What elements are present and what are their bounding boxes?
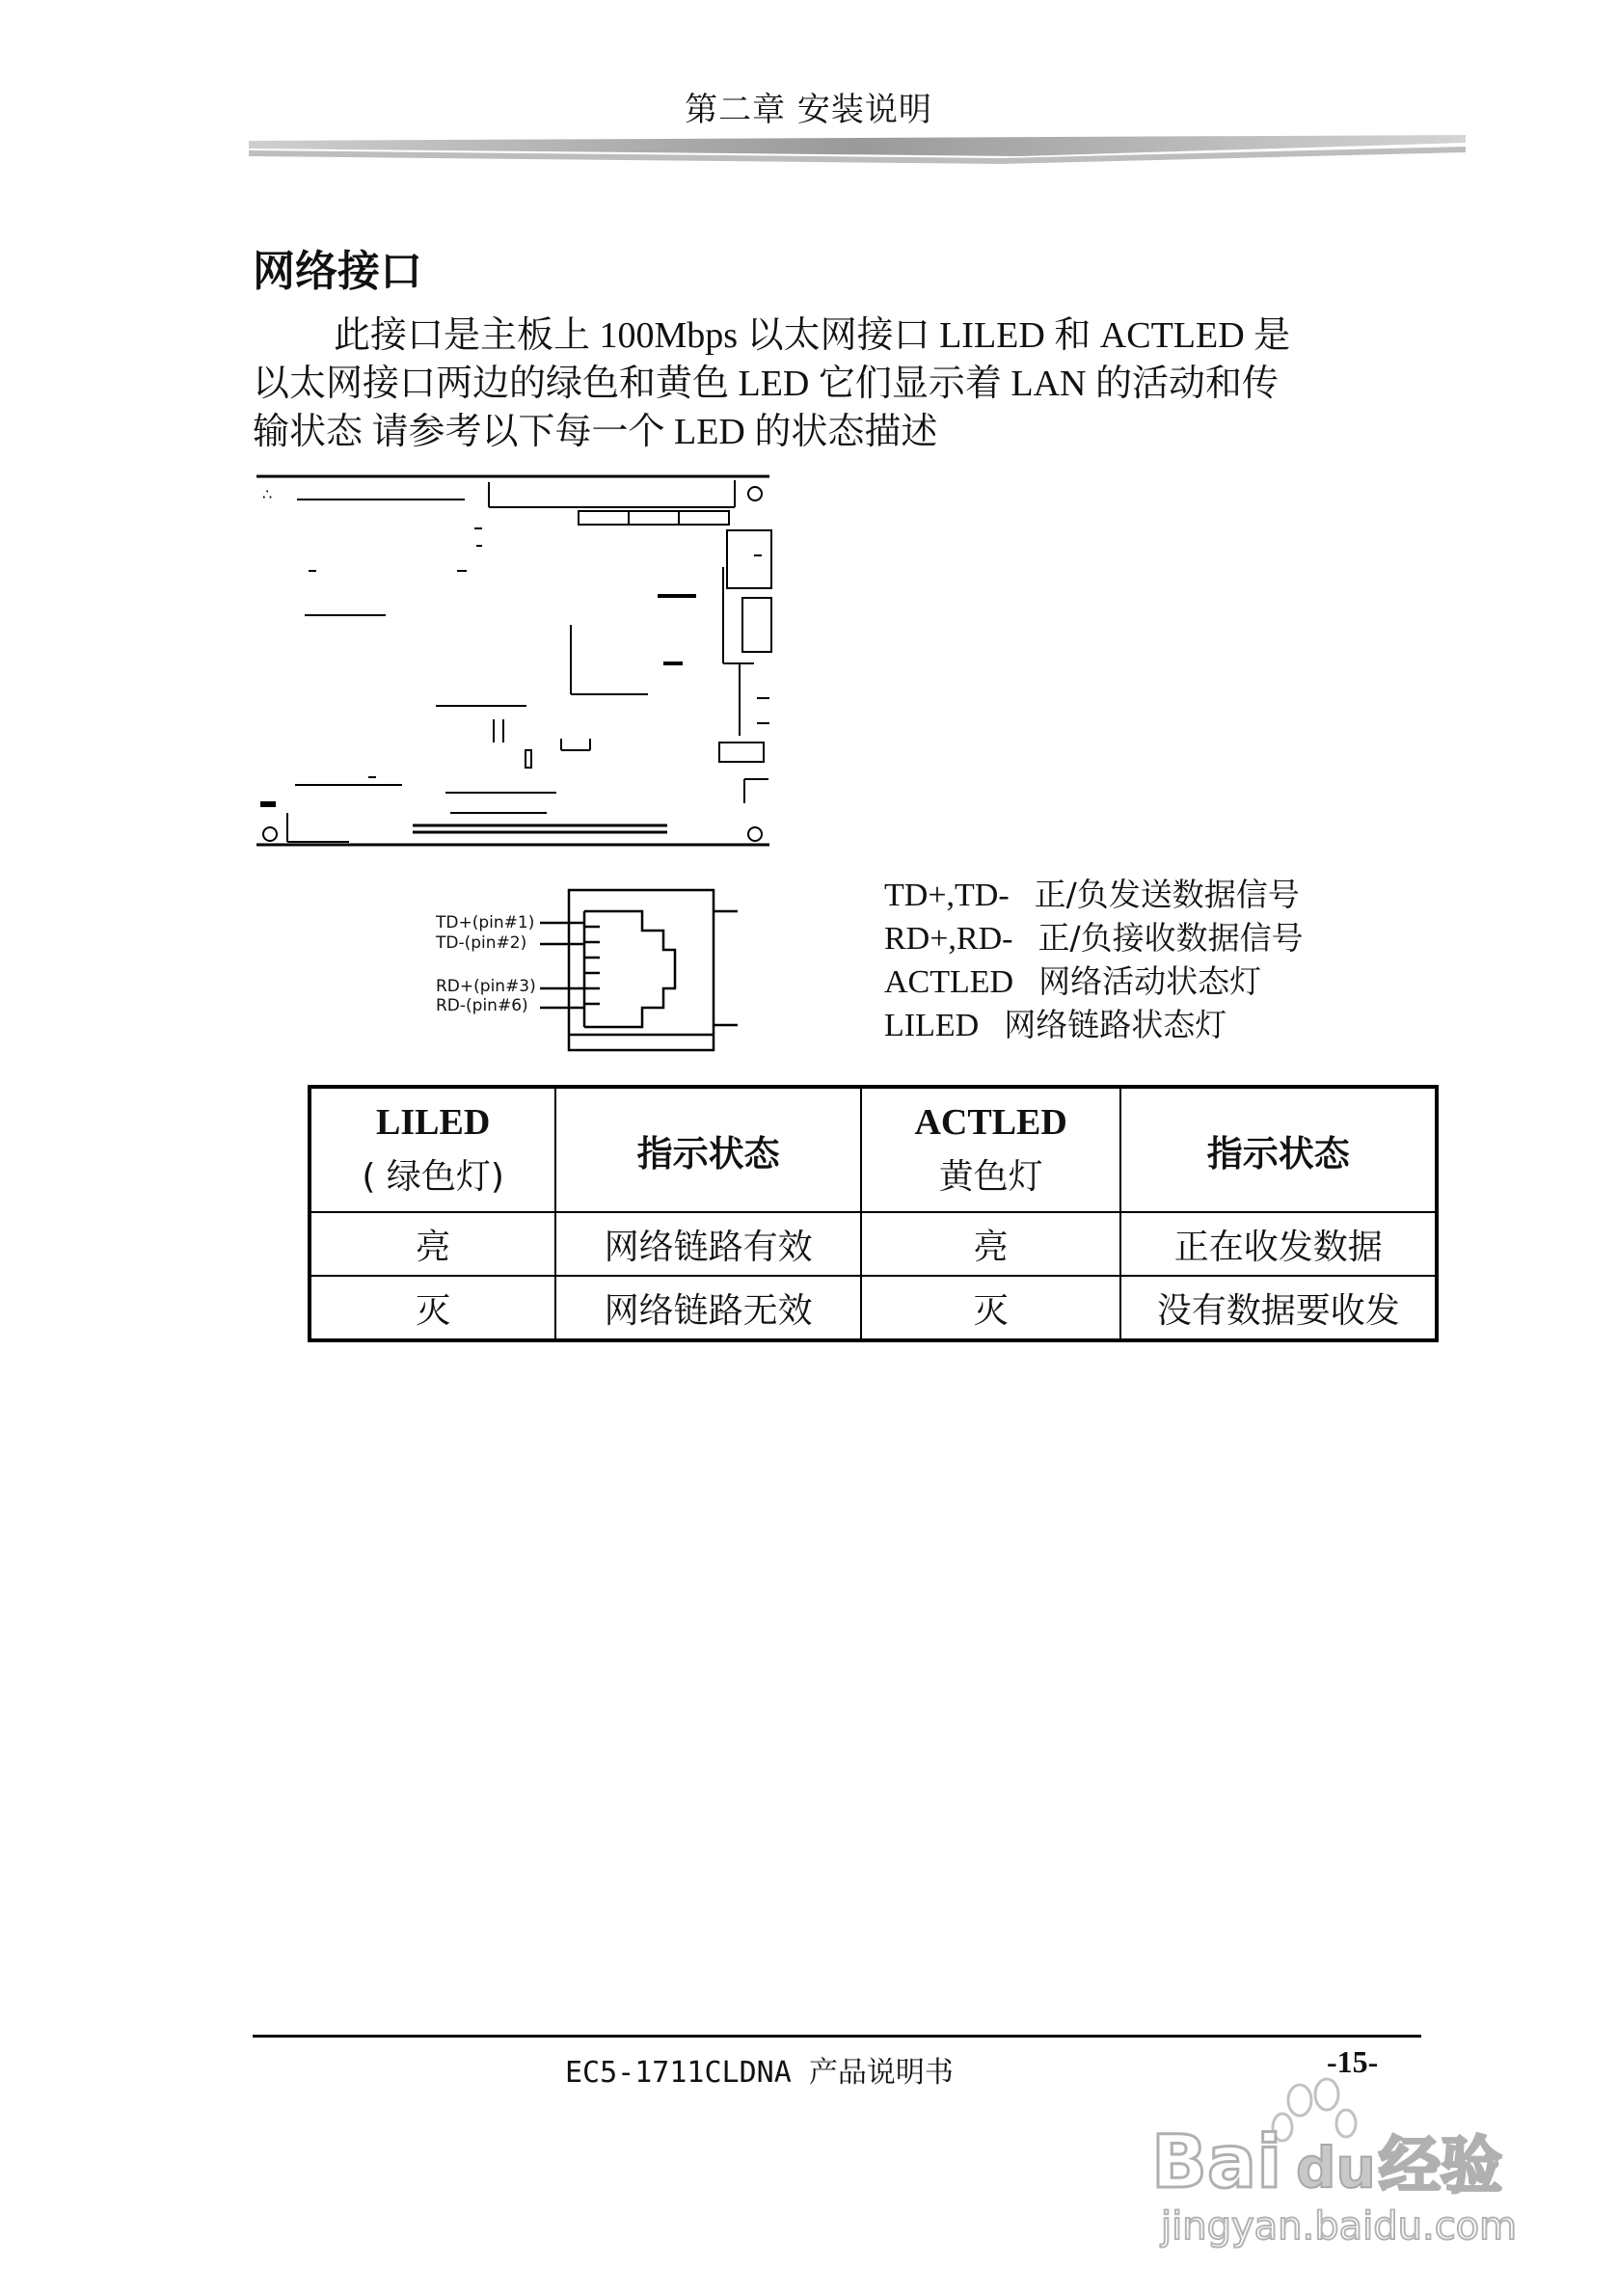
- table-cell: 正在收发数据: [1120, 1212, 1437, 1276]
- header-status: [1120, 1087, 1437, 1212]
- legend-row: [884, 917, 1304, 960]
- header-status-label: 指示状态: [636, 1132, 780, 1175]
- intro-paragraph: [253, 311, 1415, 456]
- watermark-brand-cn: 经验: [1379, 2131, 1502, 2202]
- pin-label: RD-(pin#6): [436, 996, 528, 1015]
- watermark-brand-du: du: [1296, 2135, 1376, 2201]
- legend-row: [884, 874, 1304, 917]
- led-status-table: [308, 1085, 1439, 1342]
- svg-text:∴: ∴: [262, 485, 273, 503]
- legend-desc: 正/负发送数据信号: [1034, 876, 1300, 913]
- legend-term: LILED: [884, 1008, 980, 1043]
- table-cell: 网络链路无效: [555, 1276, 861, 1340]
- header-status: [555, 1087, 861, 1212]
- pin-label: RD+(pin#3): [436, 977, 536, 996]
- rj45-jack-icon: [540, 882, 742, 1056]
- header-actled: [861, 1087, 1120, 1212]
- legend-row: [884, 960, 1304, 1004]
- legend-desc: 网络链路状态灯: [1004, 1006, 1227, 1043]
- table-cell: 灭: [310, 1276, 555, 1340]
- header-actled-label: ACTLED: [914, 1102, 1067, 1143]
- table-cell: 没有数据要收发: [1120, 1276, 1437, 1340]
- page-number: -15-: [1327, 2044, 1379, 2079]
- signal-legend: [884, 874, 1304, 1047]
- legend-term: RD+,RD-: [884, 921, 1013, 957]
- motherboard-layout-diagram: [253, 471, 773, 851]
- table-cell: 亮: [310, 1212, 555, 1276]
- legend-term: TD+,TD-: [884, 878, 1010, 913]
- intro-line: 此接口是主板上 100Mbps 以太网接口 LILED 和 ACTLED 是: [334, 315, 1291, 356]
- legend-desc: 正/负接收数据信号: [1038, 919, 1304, 957]
- table-row: [310, 1276, 1437, 1340]
- legend-desc: 网络活动状态灯: [1038, 962, 1262, 1000]
- watermark-url: jingyan.baidu.com: [1161, 2204, 1518, 2249]
- watermark-brand: Bai: [1151, 2119, 1282, 2204]
- footer-rule: [253, 2035, 1421, 2038]
- table-row: [310, 1212, 1437, 1276]
- section-title: 网络接口: [253, 247, 422, 296]
- footer-title: EC5-1711CLDNA 产品说明书: [565, 2056, 954, 2090]
- table-cell: 亮: [861, 1212, 1120, 1276]
- legend-row: [884, 1004, 1304, 1047]
- header-liled-label: LILED: [376, 1102, 491, 1143]
- header-actled-sub: 黄色灯: [938, 1157, 1043, 1197]
- chapter-header: 第二章 安装说明: [685, 91, 932, 129]
- intro-line: 以太网接口两边的绿色和黄色 LED 它们显示着 LAN 的活动和传: [253, 364, 1279, 404]
- baidu-jingyan-watermark: [1147, 2073, 1533, 2256]
- table-cell: 灭: [861, 1276, 1120, 1340]
- table-header-row: [310, 1087, 1437, 1212]
- header-rule: [249, 135, 1466, 164]
- legend-term: ACTLED: [884, 964, 1014, 1000]
- header-liled: [310, 1087, 555, 1212]
- pin-label: TD-(pin#2): [436, 933, 527, 953]
- header-liled-sub: ( 绿色灯): [362, 1157, 504, 1197]
- rj45-connector-diagram: [424, 882, 742, 1056]
- intro-line: 输状态 请参考以下每一个 LED 的状态描述: [253, 412, 938, 452]
- pin-label: TD+(pin#1): [436, 913, 535, 932]
- table-cell: 网络链路有效: [555, 1212, 861, 1276]
- header-status-label: 指示状态: [1206, 1132, 1350, 1175]
